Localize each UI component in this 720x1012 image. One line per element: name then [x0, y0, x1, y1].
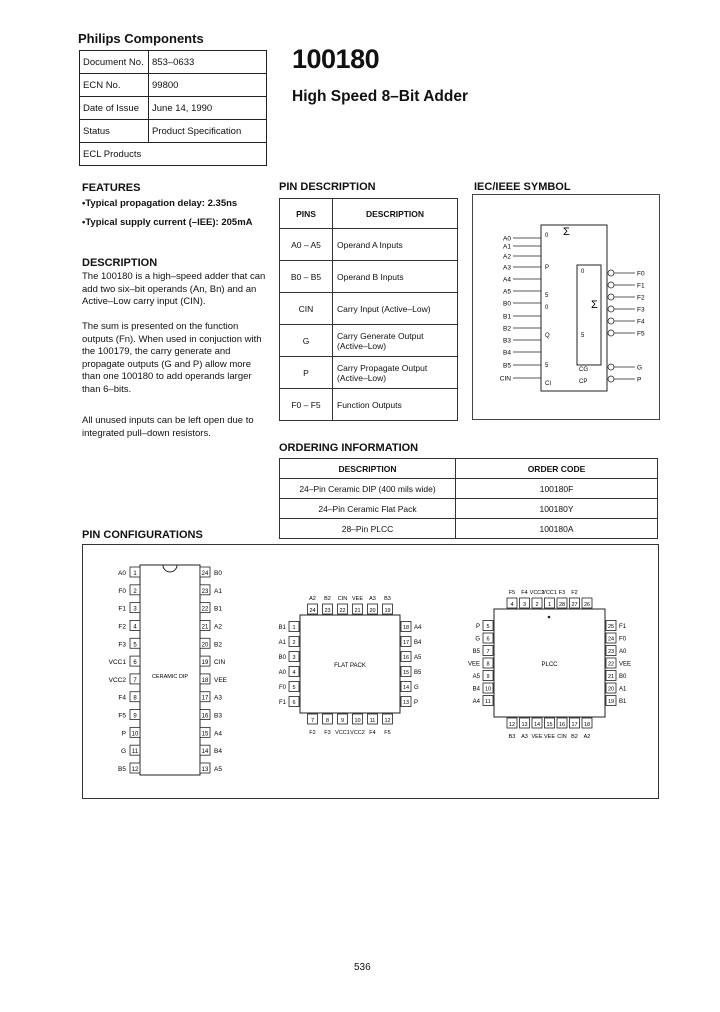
- pin-number: 3: [133, 606, 137, 613]
- order-desc: 24–Pin Ceramic DIP (400 mils wide): [280, 479, 456, 499]
- pin-label: A4: [472, 699, 480, 705]
- input-pin-label: A0: [503, 235, 511, 243]
- iec-symbol-heading: IEC/IEEE SYMBOL: [474, 181, 571, 193]
- pin-number: 23: [201, 588, 209, 595]
- page-title: High Speed 8–Bit Adder: [292, 88, 468, 105]
- pin-number: 12: [508, 722, 516, 728]
- pin-number: 27: [571, 602, 578, 608]
- pin-number: 8: [486, 661, 490, 668]
- inner-label: 0: [545, 305, 549, 311]
- pin-cell: B0 – B5: [280, 261, 333, 293]
- pin-label: F4: [369, 730, 376, 736]
- pin-number: 3: [522, 602, 527, 608]
- pin-number: 13: [201, 767, 209, 773]
- pin-number: 1: [547, 602, 552, 608]
- pin-label: B0: [278, 655, 286, 661]
- page-number: 536: [354, 962, 371, 973]
- pin-label: B4: [414, 640, 422, 646]
- description-heading: DESCRIPTION: [82, 257, 158, 269]
- plcc-label: PLCC: [541, 662, 558, 668]
- pin-number: 26: [583, 602, 591, 608]
- ordering-table: [279, 458, 658, 539]
- pin-number: 24: [607, 636, 615, 643]
- pin-label: A1: [619, 686, 627, 693]
- pin-number: 4: [292, 670, 296, 676]
- symbol-inner-box: [577, 265, 601, 365]
- inner-label: CI: [545, 381, 551, 387]
- input-pin-label: A5: [503, 288, 511, 296]
- pin-label: A5: [472, 674, 480, 680]
- output-pin-label: F1: [637, 282, 645, 290]
- pin-number: 7: [486, 649, 490, 655]
- inversion-bubble: [608, 376, 614, 382]
- pin-number: 17: [571, 722, 578, 728]
- pin-number: 3: [292, 655, 296, 661]
- pin-label: B5: [472, 649, 480, 655]
- description-paragraph: The 100180 is a high–speed adder that can add two six–bit operands (An, Bn) and an Active–Low carry input (CIN).: [82, 271, 266, 307]
- doc-info-label: Document No.: [80, 51, 149, 74]
- pin-label: VEE: [351, 596, 364, 602]
- pin-number: 6: [292, 700, 296, 706]
- pin-number: 10: [131, 731, 139, 738]
- order-desc: 28–Pin PLCC: [280, 519, 456, 539]
- col-description: DESCRIPTION: [333, 199, 458, 229]
- input-pin-label: B3: [503, 337, 511, 345]
- pin-label: B1: [619, 699, 627, 705]
- pin-number: 9: [133, 713, 137, 720]
- pin-number: 11: [485, 699, 491, 705]
- inner-label: P: [545, 265, 550, 271]
- pin-number: 20: [607, 686, 615, 693]
- pin-description-heading: PIN DESCRIPTION: [279, 181, 376, 193]
- pin-label: F1: [619, 624, 627, 630]
- pin-cell: G: [280, 325, 333, 357]
- pin-label: F1: [118, 605, 126, 613]
- pin-number: 6: [486, 636, 490, 643]
- pin-number: 10: [354, 718, 361, 724]
- iec-symbol-diagram: [473, 195, 659, 419]
- pin-label: F3: [324, 730, 331, 736]
- output-pin-label: F2: [637, 294, 645, 302]
- inversion-bubble: [608, 306, 614, 312]
- input-pin-label: B4: [503, 349, 511, 357]
- inversion-bubble: [608, 364, 614, 370]
- pin-number: 2: [133, 588, 137, 595]
- pin-number: 8: [325, 718, 330, 724]
- inversion-bubble: [608, 318, 614, 324]
- input-pin-label: B0: [503, 300, 511, 308]
- pin-number: 11: [369, 718, 376, 724]
- pin-label: B3: [508, 734, 516, 740]
- pin-label: B0: [619, 674, 627, 680]
- output-pin-label: F3: [637, 306, 645, 314]
- col-description: DESCRIPTION: [280, 459, 456, 479]
- desc-cell: Operand A Inputs: [333, 229, 458, 261]
- pin-number: 4: [133, 624, 137, 631]
- pin-number: 6: [133, 660, 137, 667]
- pin-number: 15: [546, 722, 553, 728]
- pin-label: F0: [619, 636, 627, 643]
- pin-number: 7: [133, 677, 137, 684]
- pin-config-frame: [82, 544, 659, 799]
- pin-number: 2: [535, 602, 539, 608]
- pin-cell: A0 – A5: [280, 229, 333, 261]
- pin-number: 11: [131, 749, 139, 756]
- pin-label: F1: [278, 700, 286, 706]
- pin-number: 21: [607, 674, 615, 680]
- ordering-heading: ORDERING INFORMATION: [279, 442, 419, 454]
- doc-info-value: 853–0633: [149, 51, 267, 74]
- input-pin-label: A4: [503, 276, 511, 284]
- col-order-code: ORDER CODE: [456, 459, 658, 479]
- pin-number: 15: [402, 670, 410, 676]
- desc-cell: Function Outputs: [333, 389, 458, 421]
- pin-number: 20: [201, 642, 209, 649]
- doc-info-label: Date of Issue: [80, 97, 149, 120]
- pin-label: F3: [558, 590, 566, 596]
- inversion-bubble: [608, 330, 614, 336]
- brand-name: Philips Components: [78, 31, 204, 46]
- pin-label: B4: [472, 686, 480, 693]
- pin-number: 5: [486, 624, 490, 630]
- pin-number: 14: [201, 749, 209, 756]
- pin-number: 9: [486, 674, 490, 680]
- pin-label: VCC1: [335, 730, 350, 736]
- pin-number: 9: [340, 718, 345, 724]
- output-pin-label: F5: [637, 330, 645, 338]
- pin-config-heading: PIN CONFIGURATIONS: [82, 529, 203, 541]
- pin-label: F2: [118, 623, 126, 631]
- doc-info-value: June 14, 1990: [149, 97, 267, 120]
- pin-label: F5: [508, 590, 516, 596]
- pin-number: 23: [324, 608, 331, 614]
- pin-number: 12: [131, 767, 139, 773]
- pin-cell: F0 – F5: [280, 389, 333, 421]
- pin-number: 16: [402, 655, 410, 661]
- pin-number: 14: [533, 722, 541, 728]
- pin-number: 16: [201, 713, 209, 720]
- pin-label: A4: [414, 625, 422, 631]
- pin-label: A3: [214, 694, 222, 702]
- pin-label: F0: [278, 685, 286, 691]
- pin-number: 15: [201, 731, 209, 738]
- pin-number: 19: [384, 608, 391, 614]
- pin-label: A5: [214, 766, 222, 773]
- sigma-symbol: Σ: [591, 299, 598, 311]
- pin-label: VEE: [467, 661, 480, 668]
- pin-number: 20: [369, 608, 376, 614]
- doc-info-label: ECN No.: [80, 74, 149, 97]
- pin-number: 18: [583, 722, 591, 728]
- pin-label: VCC2: [350, 730, 365, 736]
- input-pin-label: A2: [503, 253, 511, 261]
- input-pin-label: A3: [503, 264, 511, 272]
- pin-label: F4: [118, 694, 126, 702]
- pin-number: 22: [201, 606, 209, 613]
- pin-number: 22: [607, 661, 615, 668]
- pin-number: 17: [201, 695, 209, 702]
- pin1-marker: [548, 616, 551, 619]
- inner-label: 5: [545, 293, 549, 299]
- doc-info-label: ECL Products: [80, 143, 267, 166]
- pin-number: 4: [510, 602, 514, 608]
- pin-label: A2: [309, 596, 316, 602]
- pin-number: 10: [484, 686, 492, 693]
- inner-label: 0: [581, 269, 585, 275]
- output-pin-label: F4: [637, 318, 645, 326]
- desc-cell: Carry Generate Output (Active–Low): [333, 325, 458, 357]
- pin-label: CIN: [557, 734, 567, 740]
- pin-label: VEE: [543, 734, 556, 740]
- pin-label: A0: [278, 670, 286, 676]
- inner-label: Q: [545, 333, 550, 339]
- pin-label: B4: [214, 748, 222, 756]
- pin-label: P: [414, 700, 419, 706]
- desc-cell: Operand B Inputs: [333, 261, 458, 293]
- pin-number: 19: [201, 660, 209, 667]
- pin-number: 18: [402, 625, 410, 631]
- pin-number: 24: [309, 608, 316, 614]
- pin-label: B2: [571, 734, 578, 740]
- document-info-table: [79, 50, 267, 166]
- pin-number: 8: [133, 695, 137, 702]
- doc-info-value: Product Specification: [149, 120, 267, 143]
- order-desc: 24–Pin Ceramic Flat Pack: [280, 499, 456, 519]
- flatpack-label: FLAT PACK: [334, 663, 366, 669]
- input-pin-label: B1: [503, 313, 511, 321]
- pin-number: 1: [292, 625, 296, 631]
- pin-label: F2: [309, 730, 316, 736]
- pin-label: P: [475, 624, 480, 630]
- inversion-bubble: [608, 270, 614, 276]
- pin-label: F2: [571, 590, 578, 596]
- pin-number: 18: [201, 677, 209, 684]
- pin-label: VCC2: [529, 590, 545, 596]
- pin-label: B2: [214, 641, 222, 649]
- pin-number: 7: [310, 718, 315, 724]
- input-pin-label: A1: [503, 243, 511, 251]
- inner-label: 0: [545, 233, 549, 239]
- pin-config-diagrams: [83, 545, 658, 798]
- pin-label: B2: [324, 596, 331, 602]
- part-number: 100180: [292, 44, 380, 74]
- description-paragraph: All unused inputs can be left open due to integrated pull–down resistors.: [82, 415, 254, 439]
- pin-number: 5: [292, 685, 296, 691]
- pin-number: 5: [133, 642, 137, 649]
- pin-number: 1: [133, 571, 137, 577]
- inner-label: 5: [545, 363, 549, 369]
- input-pin-label: CIN: [499, 375, 511, 383]
- pin-number: 21: [201, 624, 209, 631]
- pin-label: VEE: [214, 676, 228, 684]
- pin-number: 13: [521, 722, 528, 728]
- iec-symbol-frame: [472, 194, 660, 420]
- inversion-bubble: [608, 282, 614, 288]
- pin-label: F5: [118, 712, 126, 720]
- order-code: 100180A: [456, 519, 658, 539]
- pin-label: B5: [414, 670, 422, 676]
- doc-info-value: 99800: [149, 74, 267, 97]
- pin-label: F0: [118, 587, 126, 595]
- inner-label: 5: [581, 333, 585, 339]
- features-heading: FEATURES: [82, 182, 141, 194]
- sigma-symbol: Σ: [563, 226, 570, 238]
- pin-label: A2: [214, 623, 222, 631]
- pin-label: B1: [214, 605, 222, 613]
- pin-label: A1: [278, 640, 286, 646]
- pin-label: B1: [278, 625, 286, 631]
- dip-notch: [163, 565, 177, 572]
- pin-label: B3: [384, 596, 391, 602]
- pin-number: 24: [201, 571, 209, 577]
- pin-number: 22: [339, 608, 346, 614]
- pin-number: 19: [607, 699, 615, 705]
- pin-label: A1: [214, 587, 222, 595]
- output-pin-label: G: [637, 364, 643, 372]
- doc-info-label: Status: [80, 120, 149, 143]
- pin-label: F5: [384, 730, 391, 736]
- input-pin-label: B2: [503, 325, 511, 333]
- pin-number: 25: [607, 624, 615, 630]
- pin-label: VEE: [531, 734, 543, 740]
- pin-label: B5: [118, 766, 126, 773]
- pin-number: 16: [558, 722, 566, 728]
- pin-label: A2: [583, 734, 591, 740]
- pin-label: CIN: [337, 596, 348, 602]
- desc-cell: Carry Input (Active–Low): [333, 293, 458, 325]
- pin-number: 13: [402, 700, 410, 706]
- feature-item: •Typical supply current (–IEE): 205mA: [82, 217, 253, 228]
- col-pins: PINS: [280, 199, 333, 229]
- description-paragraph: The sum is presented on the function outputs (Fn). When used in conjuction with the 100179, the carry generate and propagate outputs (G and P) allow more than one 100180 to add operands larger than 6–bits.: [82, 321, 262, 395]
- pin-number: 14: [402, 685, 410, 691]
- pin-number: 12: [384, 718, 391, 724]
- pin-description-table: [279, 198, 458, 421]
- pin-label: F3: [118, 641, 126, 649]
- inner-label: CG: [579, 367, 588, 373]
- pin-label: A4: [214, 730, 222, 738]
- pin-label: A5: [414, 655, 422, 661]
- pin-label: G: [120, 748, 126, 756]
- pin-label: G: [414, 685, 419, 691]
- pin-label: VEE: [619, 661, 632, 668]
- pin-number: 17: [402, 640, 410, 646]
- order-code: 100180Y: [456, 499, 658, 519]
- pin-label: VCC1: [542, 590, 557, 596]
- pin-label: P: [121, 730, 126, 738]
- order-code: 100180F: [456, 479, 658, 499]
- desc-cell: Carry Propagate Output (Active–Low): [333, 357, 458, 389]
- pin-number: 21: [354, 608, 361, 614]
- pin-label: A0: [619, 649, 627, 655]
- pin-label: VCC2: [108, 676, 126, 684]
- dip-label: CERAMIC DIP: [151, 674, 189, 680]
- pin-number: 28: [558, 602, 566, 608]
- pin-number: 2: [292, 640, 296, 646]
- pin-number: 23: [607, 649, 615, 655]
- pin-label: A3: [369, 596, 376, 602]
- input-pin-label: B5: [503, 362, 511, 370]
- pin-label: CIN: [214, 659, 226, 667]
- dip-body: [140, 565, 200, 775]
- output-pin-label: F0: [637, 270, 645, 278]
- inversion-bubble: [608, 294, 614, 300]
- pin-label: A0: [118, 570, 126, 577]
- pin-label: G: [475, 636, 480, 643]
- output-pin-label: P: [637, 376, 642, 384]
- pin-label: F4: [521, 590, 528, 596]
- pin-label: A3: [521, 734, 528, 740]
- pin-cell: CIN: [280, 293, 333, 325]
- inner-label: CP: [579, 379, 588, 385]
- pin-cell: P: [280, 357, 333, 389]
- pin-label: B3: [214, 712, 222, 720]
- pin-label: VCC1: [108, 659, 126, 667]
- feature-item: •Typical propagation delay: 2.35ns: [82, 198, 238, 209]
- pin-label: B0: [214, 570, 222, 577]
